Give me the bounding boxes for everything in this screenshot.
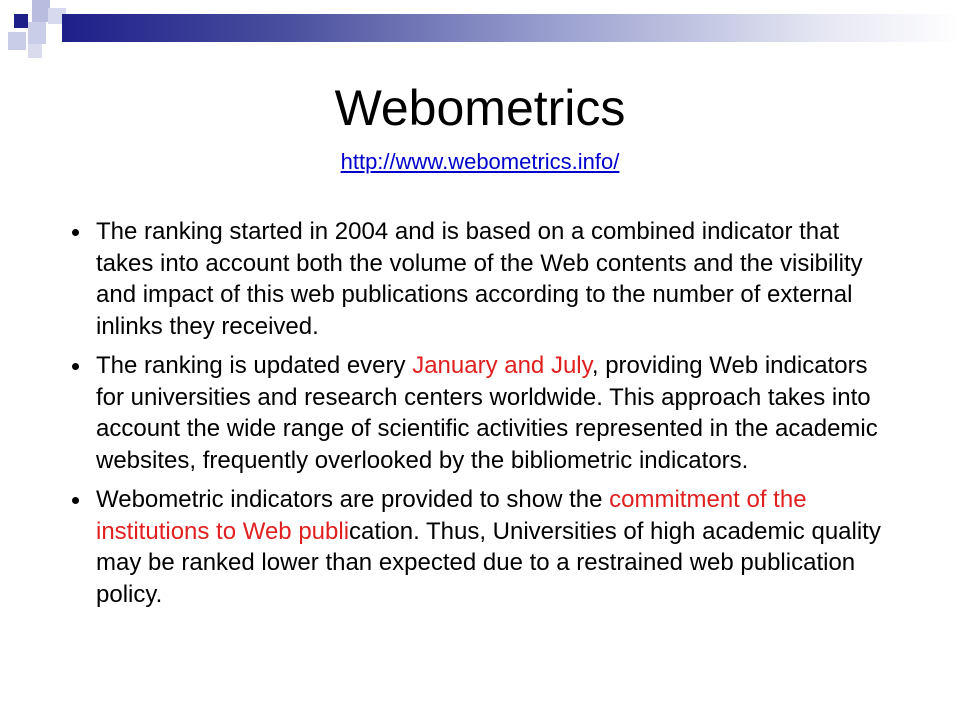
bullet-item bbox=[70, 350, 900, 476]
highlight-text: January and July bbox=[412, 352, 592, 379]
bullet-text: cation. Thus, Universities of high academic quality may be ranked lower than expected due to a restrained web publication policy. bbox=[96, 517, 881, 608]
bullet-text: , providing Web indicators for universities and research centers worldwide. This approach takes into account the wide range of scientific activities represented in the academic websites, frequently overlooked by the bibliometric indicators. bbox=[96, 352, 878, 474]
deco-square bbox=[8, 32, 26, 50]
slide-url-line bbox=[0, 148, 960, 176]
highlight-text: commitment of the institutions to Web publi bbox=[96, 486, 807, 545]
bullet-text: The ranking is updated every bbox=[96, 352, 413, 379]
webometrics-link[interactable]: http://www.webometrics.info/ bbox=[340, 149, 620, 174]
bullet-icon bbox=[72, 497, 79, 504]
bullet-icon bbox=[72, 229, 79, 236]
slide-title: Webometrics bbox=[334, 80, 626, 136]
bullet-item bbox=[70, 216, 900, 342]
bullet-icon bbox=[72, 363, 79, 370]
bullet-item bbox=[70, 484, 900, 610]
bullet-list bbox=[70, 216, 900, 618]
header-gradient-bar bbox=[62, 14, 960, 42]
bullet-text: Webometric indicators are provided to show the bbox=[96, 486, 610, 513]
deco-square bbox=[28, 44, 42, 58]
deco-square-dark bbox=[14, 14, 28, 28]
bullet-text: The ranking started in 2004 and is based on a combined indicator that takes into account both the volume of the Web contents and the visibility and impact of this web publications according to the number of external inlinks they received. bbox=[96, 218, 863, 340]
deco-square bbox=[28, 22, 46, 44]
